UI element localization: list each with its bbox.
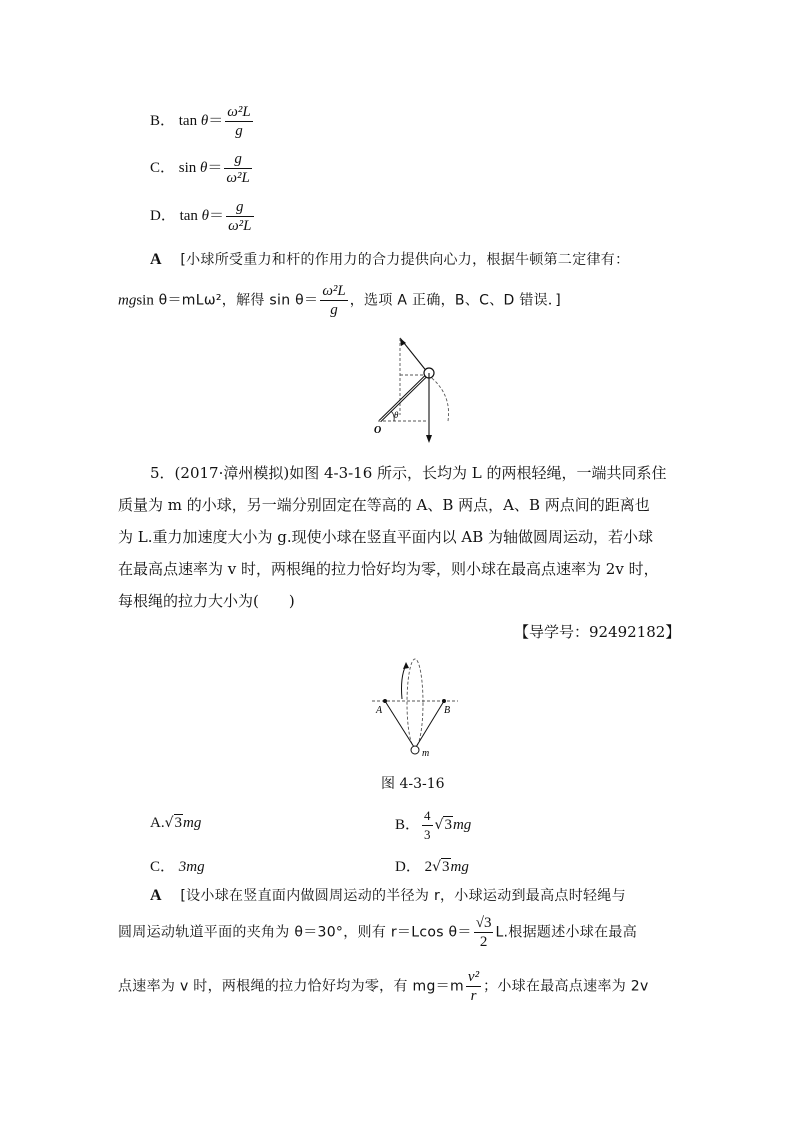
q5-option-a-radicand: 3 — [174, 815, 183, 831]
orbit-ellipse — [407, 659, 423, 747]
option-c — [150, 150, 254, 187]
option-c-eq: ＝ — [207, 159, 223, 176]
answer4-line2 — [118, 282, 561, 319]
option-d-numerator: g — [226, 198, 253, 217]
answer5-fraction-2-num: v² — [467, 969, 480, 985]
q5-option-c-text: 3mg — [178, 859, 205, 875]
answer5-line3 — [118, 968, 649, 1005]
q5-option-b-numerator: 4 — [422, 807, 433, 826]
option-c-var: θ — [200, 159, 208, 176]
answer4-text1: [小球所受重力和杆的作用力的合力提供向心力，根据牛顿第二定律有： — [180, 252, 630, 268]
option-c-numerator: g — [224, 150, 251, 169]
option-b — [150, 103, 255, 140]
q5-option-a-label: A. — [150, 815, 165, 831]
question5-line5: 每根绳的拉力大小为( ) — [118, 592, 295, 610]
answer4-numerator: ω²L — [322, 283, 346, 299]
question5-line2: 质量为 m 的小球，另一端分别固定在等高的 A、B 两点，A、B 两点间的距离也 — [118, 496, 650, 514]
q5-option-b: B． $\frac{4}{3}$ √3mg — [395, 808, 472, 842]
answer4-eq-sin: sin — [136, 292, 154, 309]
figure-4-3-16 — [368, 655, 460, 760]
ball-m — [411, 746, 419, 754]
option-b-eq: ＝ — [208, 112, 224, 129]
question5-line1: 5．(2017·漳州模拟)如图 4-3-16 所示，长均为 L 的两根轻绳，一端共同系住 — [150, 464, 667, 482]
q5-option-c — [150, 855, 205, 876]
answer4-eq-left: mg — [118, 292, 137, 309]
question5-line3: 为 L.重力加速度大小为 g.现使小球在竖直平面内以 AB 为轴做圆周运动，若小球 — [118, 528, 654, 546]
q5-option-d-coef: 2 — [424, 859, 433, 875]
dashed-arc — [428, 375, 449, 421]
rod-inner — [380, 376, 426, 421]
q5-option-a: A.√3mg — [150, 815, 202, 831]
rope-b — [416, 701, 444, 747]
label-a: A — [376, 705, 383, 716]
option-d-label: D． — [150, 207, 176, 224]
q5-option-d-tail: mg — [450, 859, 469, 875]
option-b-fraction — [225, 103, 252, 140]
option-d-denominator: ω²L — [228, 218, 252, 234]
q5-option-b-radicand: 3 — [444, 816, 452, 833]
answer5-letter: A — [150, 887, 162, 904]
answer4-eq-mid: θ＝mLω²，解得 sin θ＝ — [158, 292, 319, 309]
option-c-label: C． — [150, 159, 176, 176]
option-b-label: B． — [150, 112, 176, 129]
q5-option-c-label: C． — [150, 859, 176, 875]
answer5-text1: [设小球在竖直面内做圆周运动的半径为 r，小球运动到最高点时轻绳与 — [180, 888, 626, 904]
label-b: B — [444, 705, 451, 716]
gravity-arrowhead — [426, 435, 432, 443]
q5-option-d: D． 2√3mg — [395, 859, 469, 875]
answer4-letter: A — [150, 251, 162, 268]
q5-option-d-label: D． — [395, 859, 421, 875]
q5-option-b-fraction — [422, 807, 433, 844]
q5-option-b-denominator: 3 — [424, 827, 431, 842]
answer5-text3b: ；小球在最高点速率为 2v — [483, 978, 649, 995]
q5-option-b-label: B． — [395, 816, 421, 833]
option-b-var: θ — [200, 112, 209, 129]
option-b-numerator: ω²L — [227, 104, 251, 120]
theta-label: θ — [394, 410, 399, 420]
o-label: O — [374, 425, 382, 436]
answer5-text3a: 点速率为 v 时，两根绳的拉力恰好均为零，有 mg＝m — [118, 978, 464, 995]
q5-option-a-tail: mg — [183, 815, 202, 831]
answer5-line2 — [118, 914, 637, 951]
rotation-arrowhead — [403, 662, 409, 669]
rope-a — [385, 701, 414, 747]
option-d — [150, 198, 256, 235]
answer4-denominator: g — [330, 302, 338, 318]
figure-caption: 图 4-3-16 — [381, 776, 445, 792]
guide-number: 【导学号：92492182】 — [514, 623, 681, 641]
option-c-fn: sin — [178, 159, 197, 176]
answer5-fraction-2-den: r — [470, 988, 477, 1004]
answer5-text2a: 圆周运动轨道平面的夹角为 θ＝30°，则有 r＝Lcos θ＝ — [118, 924, 472, 941]
answer5-fraction-1-den: 2 — [479, 934, 488, 950]
option-c-denominator: ω²L — [226, 170, 250, 186]
answer4-fraction — [320, 282, 347, 319]
q5-option-b-tail: mg — [452, 816, 472, 833]
option-c-fraction — [224, 150, 251, 187]
option-d-fn: tan — [179, 207, 198, 224]
option-b-fn: tan — [178, 112, 198, 129]
answer5-fraction-1 — [474, 914, 494, 951]
question5-line4: 在最高点速率为 v 时，两根绳的拉力恰好均为零，则小球在最高点速率为 2v 时， — [118, 560, 659, 578]
answer5-text2b: L.根据题述小球在最高 — [495, 924, 638, 941]
q5-option-d-radicand: 3 — [442, 859, 450, 875]
option-b-denominator: g — [235, 123, 243, 139]
answer5-fraction-1-num: √3 — [475, 915, 492, 931]
answer4-text2: ，选项 A 正确，B、C、D 错误．] — [349, 292, 561, 309]
answer4-line1 — [150, 249, 629, 269]
option-d-eq: ＝ — [209, 207, 225, 224]
option-d-var: θ — [201, 207, 210, 224]
answer5-fraction-2 — [466, 968, 481, 1005]
option-d-fraction — [226, 198, 253, 235]
answer5-line1 — [150, 885, 626, 905]
rotation-arrow — [402, 665, 407, 699]
figure-rod-diagram — [370, 335, 460, 445]
label-m: m — [422, 748, 430, 759]
